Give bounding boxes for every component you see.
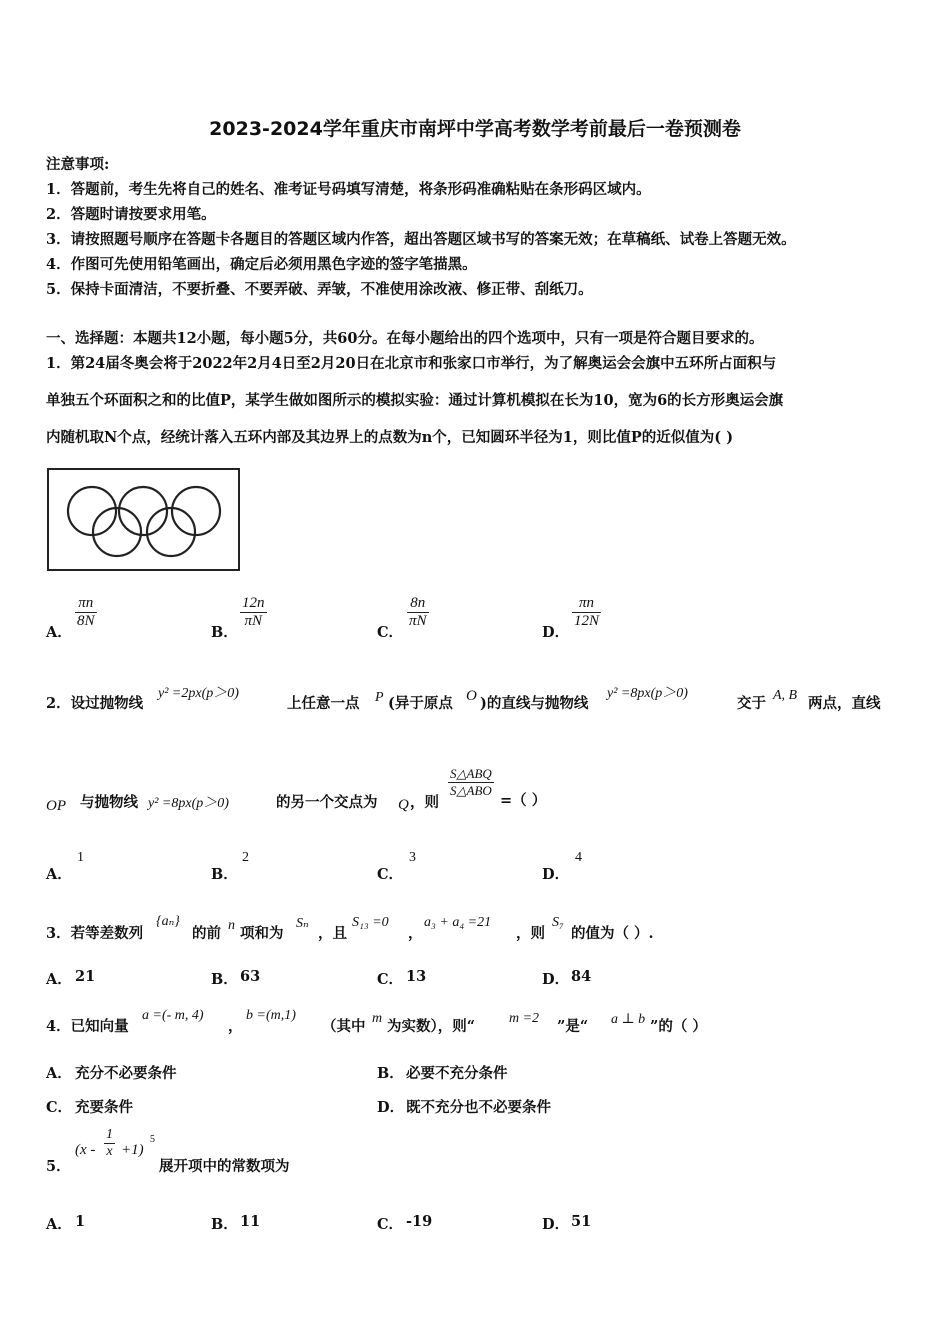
- q3-option-b-value: 63: [240, 968, 261, 985]
- q2-text: =（ ）: [500, 792, 547, 809]
- q2-origin: O: [466, 688, 477, 704]
- q2-option-d-value: 4: [575, 850, 582, 865]
- q3-a3-a4: a₃ + a₄ =21: [424, 915, 492, 930]
- q2-text: )的直线与抛物线: [480, 695, 589, 712]
- q3-option-d-label: D．: [542, 971, 570, 988]
- q2-option-c-value: 3: [409, 850, 416, 865]
- q3-text: ，且: [318, 925, 347, 942]
- q5-text: 5．: [46, 1158, 71, 1175]
- q2-points-ab: A, B: [773, 688, 798, 703]
- notice-heading: 注意事项:: [46, 156, 110, 173]
- q3-n: n: [228, 918, 235, 933]
- q3-option-a-value: 21: [75, 968, 96, 985]
- q4-text: 4．已知向量: [46, 1018, 129, 1035]
- notice-item: 3．请按照题号顺序在答题卡各题目的答题区域内作答，超出答题区域书写的答案无效；在草稿纸、试卷上答题无效。: [46, 231, 796, 248]
- q5-fraction: $\frac{1}{x}$: [106, 1127, 113, 1159]
- q2-point-q: Q: [398, 797, 409, 813]
- notice-item: 2．答题时请按要求用笔。: [46, 206, 216, 223]
- q2-option-a-label: A．: [46, 866, 72, 883]
- q2-option-c-label: C．: [377, 866, 404, 883]
- option-b-label: B．: [211, 624, 238, 641]
- q5-option-d-label: D．: [542, 1216, 570, 1233]
- option-a-label: A．: [46, 624, 72, 641]
- q3-s13: S₁₃ =0: [352, 915, 389, 930]
- q3-text: 的前: [192, 925, 221, 942]
- q3-sn: Sₙ: [296, 916, 309, 931]
- q3-text: 3．若等差数列: [46, 925, 144, 942]
- q5-expr-left: (x -: [75, 1142, 96, 1158]
- q3-text: 的值为（ ）.: [571, 925, 654, 942]
- q2-text: 交于: [737, 695, 766, 712]
- q4-text: ，: [228, 1018, 243, 1035]
- q3-sequence: {aₙ}: [156, 914, 180, 929]
- option-d-fraction: $\frac{\pi n}{12N}$: [574, 595, 600, 629]
- q1-text: 单独五个环面积之和的比值P，某学生做如图所示的模拟实验：通过计算机模拟在长为10，宽为6的长方形奥运会旗: [46, 392, 784, 409]
- q2-option-b-label: B．: [211, 866, 238, 883]
- q2-line-op: OP: [46, 798, 66, 814]
- q2-parabola-2: y² =8px(p＞0): [607, 686, 688, 701]
- notice-item: 4．作图可先使用铅笔画出，确定后必须用黑色字迹的签字笔描黑。: [46, 256, 477, 273]
- q5-option-a-label: A．: [46, 1216, 72, 1233]
- q1-text: 内随机取N个点，经统计落入五环内部及其边界上的点数为n个，已知圆环半径为1，则比值P的近似值为( ): [46, 429, 734, 446]
- q4-option-c-value: 充要条件: [75, 1099, 133, 1116]
- q4-vector-a: a =(- m, 4): [142, 1008, 204, 1023]
- q2-parabola-3: y² =8px(p＞0): [148, 796, 229, 811]
- option-d-label: D．: [542, 624, 570, 641]
- q4-option-c-label: C．: [46, 1099, 73, 1116]
- notice-item: 5．保持卡面清洁，不要折叠、不要弄破、弄皱，不准使用涂改液、修正带、刮纸刀。: [46, 281, 593, 298]
- page-title: 2023-2024学年重庆市南坪中学高考数学考前最后一卷预测卷: [209, 118, 741, 140]
- q5-option-a-value: 1: [75, 1213, 86, 1230]
- q5-expr-right: +1): [121, 1142, 144, 1158]
- q2-text: 的另一个交点为: [276, 794, 378, 811]
- q2-option-b-value: 2: [242, 850, 249, 865]
- q3-option-b-label: B．: [211, 971, 238, 988]
- q4-option-a-label: A．: [46, 1065, 72, 1082]
- section-heading: 一、选择题：本题共12小题，每小题5分，共60分。在每小题给出的四个选项中，只有一项是符合题目要求的。: [46, 330, 764, 347]
- olympic-rings-figure: [46, 467, 242, 573]
- q3-option-c-value: 13: [406, 968, 427, 985]
- q5-exponent: 5: [150, 1134, 155, 1145]
- q4-option-a-value: 充分不必要条件: [75, 1065, 177, 1082]
- q2-text: ，则: [410, 794, 439, 811]
- q2-text: 2．设过抛物线: [46, 695, 144, 712]
- q4-text: ”的（ ）: [650, 1018, 707, 1035]
- q4-m: m: [372, 1011, 383, 1026]
- q2-text: 两点，直线: [808, 695, 881, 712]
- q2-option-d-label: D．: [542, 866, 570, 883]
- q2-area-ratio: S△ABQ S△ABO: [450, 766, 492, 798]
- q2-option-a-value: 1: [77, 850, 84, 865]
- q2-text: 与抛物线: [80, 794, 138, 811]
- q4-condition: m =2: [509, 1011, 540, 1026]
- q1-text: 1．第24届冬奥会将于2022年2月4日至2月20日在北京市和张家口市举行，为了解奥运会会旗中五环所占面积与: [46, 355, 777, 372]
- q5-option-d-value: 51: [571, 1213, 592, 1230]
- q5-option-c-label: C．: [377, 1216, 404, 1233]
- q4-vector-b: b =(m,1): [246, 1008, 296, 1023]
- option-a-fraction: $\frac{\pi n}{8N}$: [77, 595, 95, 629]
- q3-option-c-label: C．: [377, 971, 404, 988]
- q4-text: 为实数），则“: [387, 1018, 476, 1035]
- q2-text: 上任意一点: [287, 695, 360, 712]
- q3-text: 项和为: [240, 925, 284, 942]
- q4-text: ”是“: [557, 1018, 589, 1035]
- q2-point-p: P: [375, 690, 384, 705]
- option-c-label: C．: [377, 624, 404, 641]
- q4-perpendicular: a ⊥ b: [611, 1012, 646, 1027]
- q5-text: 展开项中的常数项为: [159, 1158, 290, 1175]
- option-c-fraction: $\frac{8n}{\pi N}$: [409, 595, 427, 629]
- q5-option-c-value: -19: [406, 1213, 433, 1230]
- q2-text: (异于原点: [388, 695, 453, 712]
- q3-s7: S₇: [552, 915, 564, 930]
- option-b-fraction: $\frac{12n}{\pi N}$: [242, 595, 265, 629]
- q5-option-b-value: 11: [240, 1213, 261, 1230]
- q3-text: ，: [408, 925, 423, 942]
- q4-text: （其中: [322, 1018, 366, 1035]
- q4-option-b-label: B．: [377, 1065, 404, 1082]
- q3-option-d-value: 84: [571, 968, 592, 985]
- q3-option-a-label: A．: [46, 971, 72, 988]
- q4-option-b-value: 必要不充分条件: [406, 1065, 508, 1082]
- notice-item: 1．答题前，考生先将自己的姓名、准考证号码填写清楚，将条形码准确粘贴在条形码区域内。: [46, 181, 651, 198]
- q5-option-b-label: B．: [211, 1216, 238, 1233]
- q4-option-d-value: 既不充分也不必要条件: [406, 1099, 551, 1116]
- q3-text: ，则: [516, 925, 545, 942]
- q2-parabola-1: y² =2px(p＞0): [158, 686, 239, 701]
- q4-option-d-label: D．: [377, 1099, 405, 1116]
